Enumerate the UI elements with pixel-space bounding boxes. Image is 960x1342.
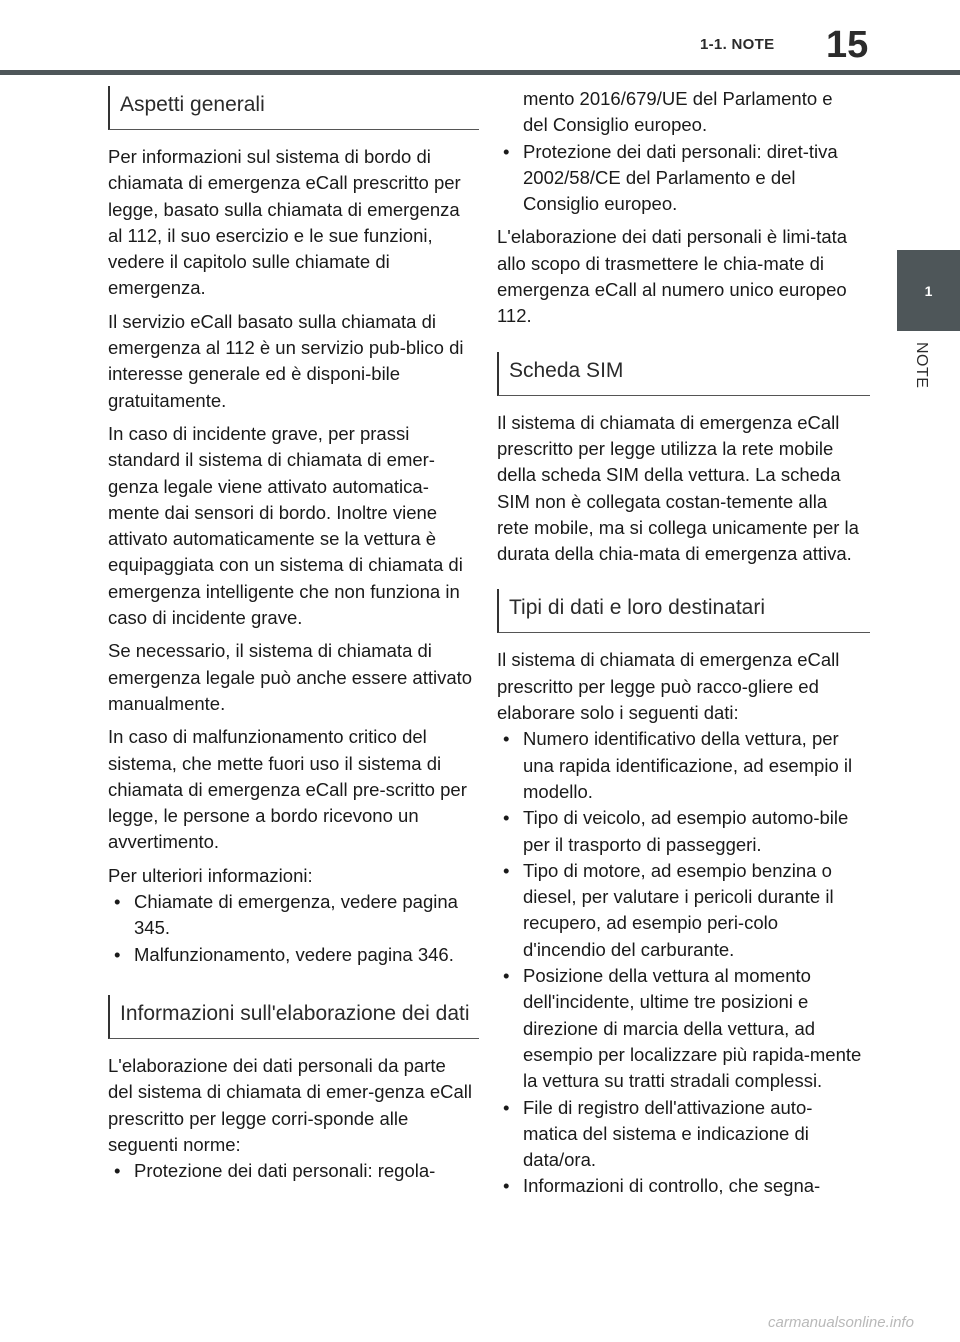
chapter-tab-label: NOTE bbox=[913, 342, 930, 389]
list-item: • Numero identificativo della vettura, per una rapida identificazione, ad esempio il modello. bbox=[497, 726, 862, 805]
section-heading-tipi-dati: Tipi di dati e loro destinatari bbox=[497, 589, 870, 633]
chapter-tab-number: 1 bbox=[924, 282, 933, 299]
list-item: • Malfunzionamento, vedere pagina 346. bbox=[108, 942, 473, 968]
header-rule bbox=[0, 70, 960, 75]
list-item: • Protezione dei dati personali: diret-tiva 2002/58/CE del Parlamento e del Consiglio europeo. bbox=[497, 139, 862, 218]
paragraph: Il sistema di chiamata di emergenza eCall prescritto per legge utilizza la rete mobile della scheda SIM della vettura. La scheda SIM non è collegata costan-temente alla rete mobile, ma si collega unicamente per la durata della chia-mata di emergenza attiva. bbox=[497, 411, 859, 565]
chapter-tab[interactable] bbox=[897, 250, 960, 331]
right-column bbox=[497, 86, 862, 1207]
list-item: • Chiamate di emergenza, vedere pagina 345. bbox=[108, 889, 473, 942]
bullet-list bbox=[497, 726, 862, 1199]
paragraph: Per ulteriori informazioni: bbox=[108, 864, 313, 886]
paragraph: Se necessario, il sistema di chiamata di emergenza legale può anche essere attivato manualmente. bbox=[108, 640, 473, 714]
watermark: carmanualsonline.info bbox=[768, 1314, 914, 1331]
paragraph: Per informazioni sul sistema di bordo di chiamata di emergenza eCall prescritto per legge, basato sulla chiamata di emergenza al 112, il suo esercizio e le sue funzioni, vedere il capitolo sulle chiamate di emergenza. bbox=[108, 146, 461, 299]
page-number: 15 bbox=[826, 24, 869, 66]
bullet-continuation: mento 2016/679/UE del Parlamento e del Consiglio europeo. bbox=[523, 88, 833, 136]
header-section-title: 1-1. NOTE bbox=[700, 36, 775, 53]
paragraph: In caso di malfunzionamento critico del sistema, che mette fuori uso il sistema di chiamata di emergenza eCall pre-scritto per legge, le persone a bordo ricevono un avvertimento. bbox=[108, 726, 467, 853]
paragraph: Il servizio eCall basato sulla chiamata di emergenza al 112 è un servizio pub-blico di interesse generale ed è disponi-bile gratuitamente. bbox=[108, 310, 464, 411]
list-item: • File di registro dell'attivazione auto-matica del sistema e indicazione di data/ora. bbox=[497, 1095, 862, 1174]
paragraph: Il sistema di chiamata di emergenza eCall prescritto per legge può racco-gliere ed elaborare solo i seguenti dati: bbox=[497, 649, 840, 724]
section-heading-elaborazione: Informazioni sull'elaborazione dei dati bbox=[108, 995, 479, 1039]
section-heading-aspetti: Aspetti generali bbox=[108, 86, 479, 130]
list-item: • Protezione dei dati personali: regola- bbox=[108, 1158, 473, 1184]
paragraph: L'elaborazione dei dati personali è limi-tata allo scopo di trasmettere le chia-mate di emergenza eCall al numero unico europeo 112. bbox=[497, 226, 848, 327]
bullet-list bbox=[108, 889, 473, 968]
bullet-list bbox=[497, 139, 862, 218]
paragraph: L'elaborazione dei dati personali da parte del sistema di chiamata di emer-genza eCall prescritto per legge corri-sponde alle seguenti norme: bbox=[108, 1054, 473, 1155]
list-item: • Informazioni di controllo, che segna- bbox=[497, 1173, 862, 1199]
list-item: • Posizione della vettura al momento dell'incidente, ultime tre posizioni e direzione di marcia della vettura, ad esempio per localizzare più rapida-mente la vettura su tratti stradali complessi. bbox=[497, 963, 862, 1094]
paragraph: In caso di incidente grave, per prassi standard il sistema di chiamata di emer-genza legale viene attivato automatica-mente dai sensori di bordo. Inoltre viene attivato automaticamente se la vettura è equipaggiata con un sistema di chiamata di emergenza intelligente che non funziona in caso di incidente grave. bbox=[108, 422, 463, 629]
list-item: • Tipo di motore, ad esempio benzina o diesel, per valutare i pericoli durante il recupero, ad esempio peri-colo d'incendio del carburante. bbox=[497, 858, 862, 963]
section-heading-sim: Scheda SIM bbox=[497, 352, 870, 396]
bullet-list bbox=[108, 1158, 473, 1184]
left-column bbox=[108, 86, 473, 1191]
list-item: • Tipo di veicolo, ad esempio automo-bile per il trasporto di passeggeri. bbox=[497, 805, 862, 858]
